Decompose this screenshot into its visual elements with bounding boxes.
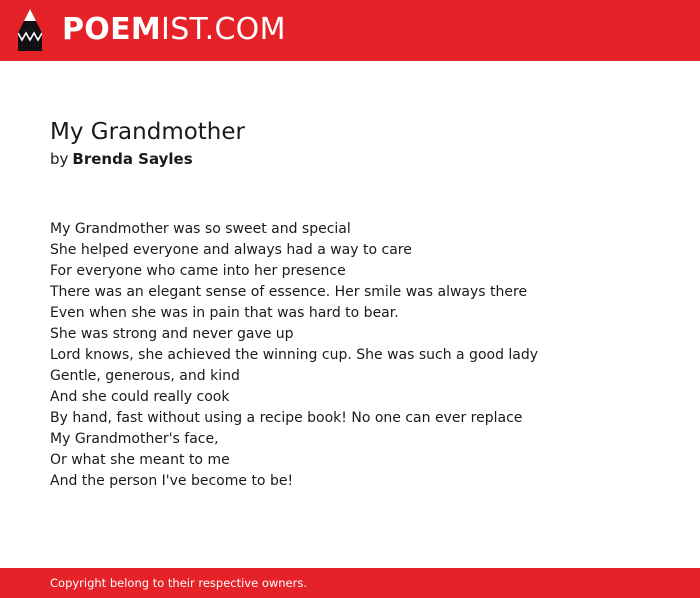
poem-line: She was strong and never gave up: [50, 326, 294, 342]
pencil-tip-icon[interactable]: [18, 9, 42, 51]
logo-light-text: IST.COM: [161, 12, 286, 47]
poem-line: Even when she was in pain that was hard to bear.: [50, 305, 399, 321]
poem-line: By hand, fast without using a recipe book! No one can ever replace: [50, 410, 523, 426]
poem-line: For everyone who came into her presence: [50, 263, 346, 279]
logo-bold-text: POEM: [62, 12, 162, 47]
poem-line: And the person I've become to be!: [50, 473, 294, 489]
poem-line: My Grandmother's face,: [50, 431, 219, 447]
site-logo[interactable]: [62, 12, 286, 48]
poem-line: She helped everyone and always had a way to care: [50, 242, 412, 258]
poem-line: Gentle, generous, and kind: [50, 368, 240, 384]
poem-line: Or what she meant to me: [50, 452, 230, 468]
site-footer: [0, 568, 700, 598]
by-label: by: [50, 150, 69, 168]
poem-line: My Grandmother was so sweet and special: [50, 221, 351, 237]
poem-line: And she could really cook: [50, 389, 230, 405]
poem-title: My Grandmother: [50, 119, 245, 145]
site-header: [0, 0, 700, 61]
author-name[interactable]: Brenda Sayles: [72, 150, 193, 168]
poem-body: [50, 219, 670, 492]
poem-byline: [50, 148, 193, 170]
poem-line: Lord knows, she achieved the winning cup. She was such a good lady: [50, 347, 539, 363]
copyright-text: Copyright belong to their respective owners.: [50, 576, 308, 590]
poem-line: There was an elegant sense of essence. Her smile was always there: [50, 284, 528, 300]
